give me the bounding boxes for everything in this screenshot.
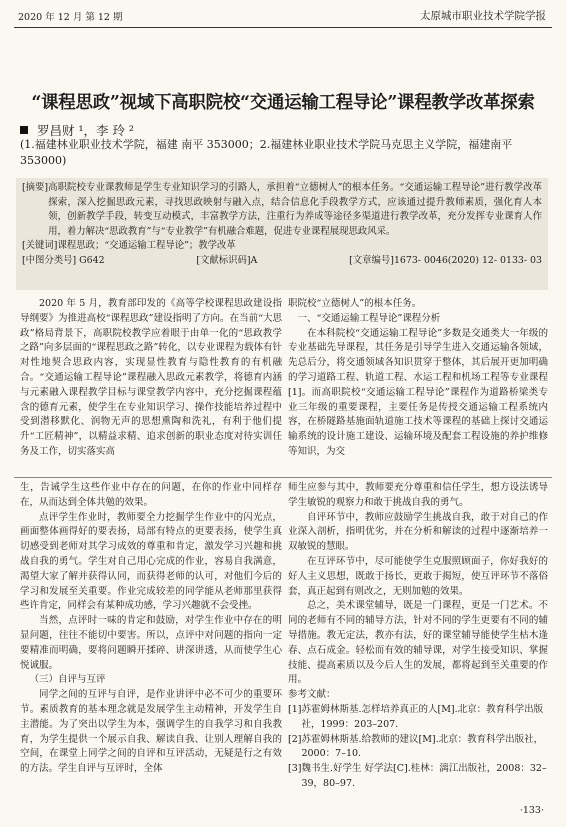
reference-item	[288, 762, 548, 792]
reference-text: 苏霍姆林斯基.怎样培养真正的人[M].北京：教育科学出版社，1999：203–207.	[301, 703, 544, 730]
keywords-row	[22, 239, 542, 254]
references-heading: 参考文献：	[288, 689, 336, 701]
column-3	[20, 481, 282, 799]
section-heading: 一、“交通运输工程导论”课程分析	[297, 312, 441, 324]
paragraph: 点评学生作业时，教师要全力挖掘学生作业中的闪光点，画面整体画得好的要表扬，局部有特点的更要表扬，使学生真切感受到老师对其学习成效的尊重和肯定，激发学习兴趣和挑战自我的勇气。学生对自己用心完成的作业，容易自我满意，渴望大家了解并获得认同，而获得老师的认可，对他们今后的学习和发展至关重要。作业完成较差的同学能从老师那里获得些许肯定，同样会有某种成功感，学习兴趣就不会受挫。	[20, 511, 282, 612]
reference-number: [1]	[288, 703, 302, 715]
paragraph: 同学之间的互评与自评，是作业讲评中必不可少的重要环节。素质教育的基本理念就是发展学生主动精神，开发学生自主潜能。为了突出以学生为本，强调学生的自我学习和自我教育，为学生提供一个展示自我、解读自我、让别人理解自我的空间，在课堂上同学之间的自评和互评活动，无疑是行之有效的方法。学生自评与互评时，全体	[20, 689, 282, 775]
header-issue: 2020 年 12 月 第 12 期	[18, 12, 123, 23]
abstract-text: 高职院校专业课教师是学生专业知识学习的引路人，承担着“立德树人”的根本任务。“交通运输工程导论”进行教学改革探索，深入挖掘思政元素，寻找思政映射与融入点，结合信息化手段教学方式，应该通过提升教师素质，强化育人本领，创新教学手段，转变互动模式，丰富教学方法，注重行为养成等途径多渠道进行教学改革，充分发挥专业课育人作用，着力解决“思政教育”与“专业教学”有机融合难题，促进专业课程展现思政风采。	[48, 182, 542, 237]
square-bullet-icon	[20, 126, 28, 134]
header-journal-name: 太原城市职业技术学院学报	[420, 10, 546, 22]
keywords-tag: [关键词]	[22, 240, 58, 252]
paragraph: 总之，美术课堂辅导，既是一门课程，更是一门艺术。不同的老师有不同的辅导方法，针对不同的学生更要有不同的辅导措施。教无定法，教亦有法，好的课堂辅导能使学生枯木逢春、点石成金。轻松而有效的辅导课，对学生接受知识、掌握技能、提高素质以及今后人生的发展，都将起到至关重要的作用。	[288, 600, 548, 686]
paragraph: 在互评环节中，尽可能使学生克服照顾面子，你好我好的好人主义思想，既敢于扬长，更敢于揭短，使互评环节不落俗套，真正起到有则改之，无则加勉的效果。	[288, 555, 548, 597]
reference-number: [3]	[288, 763, 302, 775]
reference-item	[288, 703, 548, 733]
paragraph: 职院校“立德树人”的根本任务。	[288, 298, 422, 309]
column-2	[288, 297, 548, 473]
keywords-text: 课程思政；“交通运输工程导论”；教学改革	[57, 240, 236, 252]
page-number: ·133·	[519, 805, 544, 816]
header-rule	[14, 27, 552, 28]
reference-text: 苏霍姆林斯基.给教师的建议[M].北京：教育科学出版社，2000：7–10.	[301, 733, 544, 760]
classification-row	[22, 254, 542, 269]
clc-number: [中图分类号] G642	[22, 254, 105, 266]
paragraph: 当然，点评时一味的肯定和鼓励，对学生作业中存在的明显问题，往往不能切中要害。所以，点评中对问题的指向一定要精准而明确，要将问题瞬开揉碎、讲深讲透，从而使学生心悦诚服。	[20, 615, 282, 671]
column-4	[288, 481, 548, 799]
abstract-tag: [摘要]	[22, 182, 49, 193]
section-rule	[14, 477, 552, 478]
section-heading: （三）自评与互评	[29, 674, 106, 686]
article-number: [文章编号]1673- 0046(2020) 12- 0133- 03	[349, 254, 542, 266]
reference-text: 魏书生.好学生 好学法[C].桂林：漓江出版社，2008：32–39，80–97.	[301, 763, 547, 789]
authors: 罗昌财 ¹，李 玲 ²	[37, 123, 134, 138]
abstract-row	[22, 181, 542, 239]
affiliations: (1.福建林业职业技术学院，福建 南平 353000；2.福建林业职业技术学院马克思主义学院，福建南平 353000)	[20, 138, 513, 167]
reference-item	[288, 733, 548, 763]
column-1	[20, 297, 282, 473]
document-code: [文献标识码]A	[196, 254, 258, 266]
abstract-box	[16, 178, 548, 290]
reference-number: [2]	[288, 733, 302, 745]
paragraph: 师生应参与其中，教师要充分尊重和信任学生，想方设法诱导学生敏锐的观察力和敢于挑战自我的勇气。	[288, 482, 548, 508]
paragraph: 自评环节中，教师应鼓励学生挑战自我，敢于对自己的作业深入剖析，指明优劣，并在分析和解读的过程中逐渐培养一双敏锐的慧眼。	[288, 511, 548, 553]
paragraph: 生，告诫学生这些作业中存在的问题，在你的作业中同样存在，从而达到全体共勉的效果。	[20, 482, 282, 508]
article-title: “课程思政”视域下高职院校“交通运输工程导论”课程教学改革探索	[31, 93, 535, 113]
paragraph: 2020 年 5 月，教育部印发的《高等学校课程思政建设指导纲要》为推进高校“课程思政”建设指明了方向。在当前“大思政”格局背景下，高职院校教学应着眼于由单一化的“思政教学之路”向多层面的“课程思政之路”转化，以专业课程为载体有针对性地契合思政内容，实现显性教育与隐性教育的有机融合。“交通运输工程导论”课程融入思政元素教学，将德育内涵与元素融入课程教学目标与课堂教学内容中，充分挖掘课程蕴含的德育元素，使学生在专业知识学习、操作技能培养过程中受到潜移默化、润物无声的思想熏陶和洗礼，有利于他们提升“工匠精神”，以精益求精、追求创新的职业态度对待实训任务及工作，切实落实高	[20, 298, 282, 457]
paragraph: 在本科院校“交通运输工程导论”多数是交通类大一年级的专业基础先导课程，其任务是引导学生进入交通运输各领域，先总后分，将交通领域各知识贯穿于整体，其后展开更加明确的学习道路工程、轨道工程、水运工程和机场工程等专业课程[1]。而高职院校“交通运输工程导论”课程作为道路桥梁类专业三年级的重要课程，主要任务是传授交通运输工程系统内容，在桥隧路基施面轨道施工技术等课程的基础上探讨交通运输系统的设计施工建设、运输环境及配套工程设施的养护维修等知识，为交	[288, 327, 548, 457]
